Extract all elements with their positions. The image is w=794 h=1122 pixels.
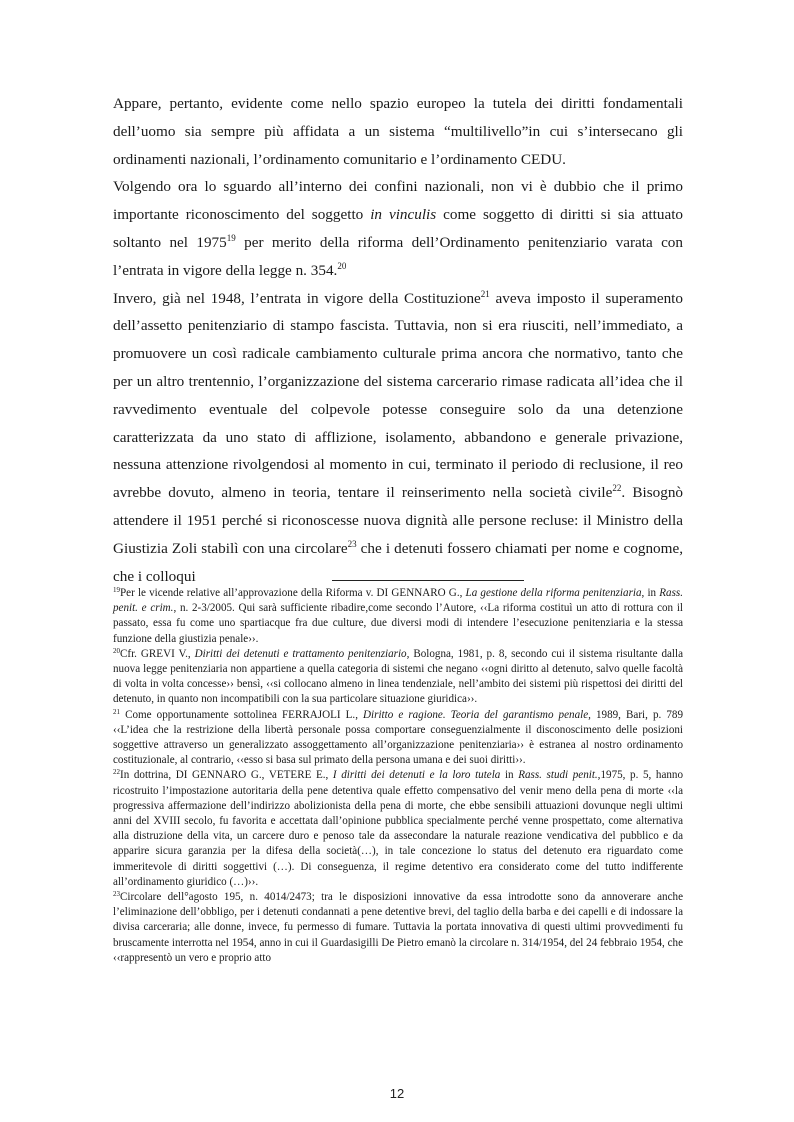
footnote-23: $^{23}$Circolare dell°agosto 195, n. 4014/2473; tra le disposizioni innovative da essa introdotte sono da annoverare anche l’eliminazione dell’obbligo, per i detenuti condannati a pene detentive brevi, del taglio della barba e dei capelli e di indossare la divisa carceraria; alle donne, invece, fu permesso di fumare. Tuttavia la portata innovativa di questi ultimi provvedimenti fu bruscamente interrotta nel 1954, anno in cui il Guardasigilli De Pietro emanò la circolare n. 314/1954, del 24 febbraio 1954, che ‹‹rappresentò un vero e proprio atto — [113, 890, 683, 964]
footnote-21: $^{21}$ Come opportunamente sottolinea FERRAJOLI L., Diritto e ragione. Teoria del garantismo penale, 1989, Bari, p. 789 ‹‹L’idea che la restrizione della libertà personale possa comportare conseguenzialmente il disconoscimento delle posizioni soggettive attraverso un generalizzato assoggettamento all’organizzazione penitenziaria›› è estranea al nostro ordinamento costituzionale, al contrario, ‹‹esso si basa sul primato della persona umana e dei suoi diritti››. — [113, 707, 683, 767]
paragraph-1: Appare, pertanto, evidente come nello spazio europeo la tutela dei diritti fondamentali dell’uomo sia sempre più affidata a un sistema “multilivello”in cui s’intersecano gli ordinamenti nazionali, l’ordinamento comunitario e l’ordinamento CEDU. — [113, 95, 683, 168]
footnote-ref-22[interactable]: 22 — [612, 483, 622, 494]
footnotes — [113, 586, 683, 966]
footnote-separator — [332, 580, 524, 581]
body-text — [113, 90, 683, 590]
latin-term: in vinculis — [370, 206, 437, 224]
footnote-ref-20[interactable]: 20 — [337, 260, 347, 271]
paragraph-3: Invero, già nel 1948, l’entrata in vigore della Costituzione$^{21}$ aveva imposto il superamento dell’assetto penitenziario di stampo fascista. Tuttavia, non si era riusciti, nell’immediato, a promuovere un così radicale cambiamento culturale prima ancora che normativo, tanto che per un altro trentennio, l’organizzazione del sistema carcerario rimase radicata all’idea che il ravvedimento eventuale del colpevole potesse conseguire solo da una detenzione caratterizzata da uno stato di afflizione, isolamento, abbandono e generale privazione, nessuna attenzione rivolgendosi al momento in cui, terminato il periodo di reclusione, il reo avrebbe dovuto, almeno in teoria, tentare il reinserimento nella società civile$^{22}$. Bisognò attendere il 1951 perché si riconoscesse nuova dignità alle persone recluse: il Ministro della Giustizia Zoli stabilì con una circolare$^{23}$ che i detenuti fossero chiamati per nome e cognome, che i colloqui — [113, 288, 683, 585]
footnote-19: $^{19}$Per le vicende relative all’approvazione della Riforma v. DI GENNARO G., La gestione della riforma penitenziaria, in Rass. penit. e crim., n. 2-3/2005. Qui sarà sufficiente ribadire,come secondo l’Autore, ‹‹La riforma costituì un atto di rottura con il passato, essa fu come uno spartiacque fra due culture, due diversi modi di intendere l’esecuzione penitenziaria e la stessa funzione della giustizia penale››. — [113, 586, 683, 645]
footnote-20: $^{20}$Cfr. GREVI V., Diritti dei detenuti e trattamento penitenziario, Bologna, 1981, p. 8, secondo cui il sistema risultante dalla nuova legge penitenziaria non appartiene a quella categoria di sistemi che negano ‹‹ogni diritto al detenuto, salvo quelle facoltà di volta in volta concesse›› bensì, ‹‹si collocano almeno in linea tendenziale, nell’ambito dei sistemi più rispettosi dei diritti del detenuto, in quanto non incompatibili con la sua particolare situazione giuridica››. — [113, 646, 683, 706]
page-number: 12 — [389, 1086, 405, 1101]
paragraph-2: Volgendo ora lo sguardo all’interno dei confini nazionali, non vi è dubbio che il primo importante riconoscimento del soggetto in vinculis come soggetto di diritti si sia attuato soltanto nel 1975$^{19}$ per merito della riforma dell’Ordinamento penitenziario varata con l’entrata in vigore della legge n. 354.20 — [113, 178, 684, 279]
footnote-ref-23[interactable]: 23 — [347, 538, 357, 549]
footnote-ref-19[interactable]: 19 — [226, 232, 236, 243]
footnote-ref-21[interactable]: 21 — [480, 288, 490, 299]
footnote-22: $^{22}$In dottrina, DI GENNARO G., VETERE E., I diritti dei detenuti e la loro tutela in Rass. studi penit.,1975, p. 5, hanno ricostruito l’impostazione autoritaria della pene detentiva quale effetto compensativo del venir meno della pena di morte ‹‹la progressiva affermazione dell’indirizzo abolizionista della pena di morte, che ebbe sensibili attuazioni dovunque negli ultimi anni del XVIII secolo, fu favorita e accettata dall’opinione pubblica specialmente perché venne prospettato, come alternativa alla distruzione della vita, un carcere duro e penoso tale da assecondare la naturale reazione vendicativa del pubblico e da apparire sicura garanzia per la difesa della società(…), in tale concezione lo status del detenuto era riguardato come immeritevole di diritti soggettivi (…). Di conseguenza, il regime detentivo era considerato come del tutto indifferente all’ordinamento giuridico (…)››. — [113, 768, 684, 888]
